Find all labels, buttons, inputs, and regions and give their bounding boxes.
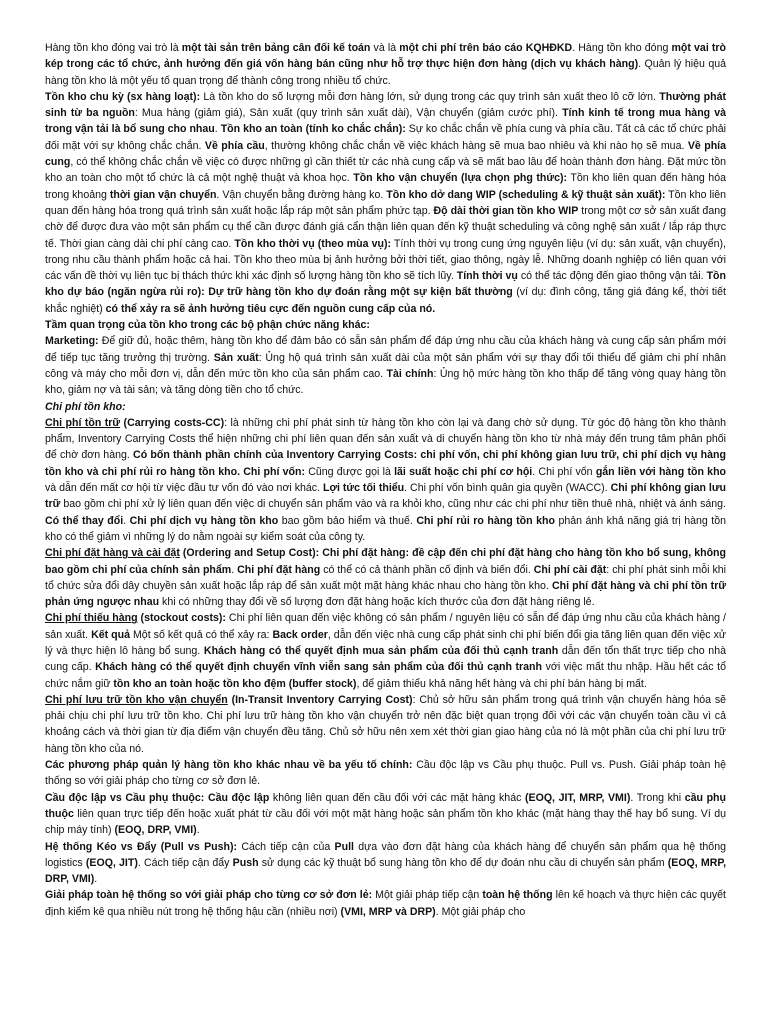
text-run: , có thể không chắc chắn về việc có được những gì cần thiết từ các nhà cung cấp và sẽ mất bao lâu để hoàn thành đơn hàng. Đặt mức tồn kho an toàn cho một tổ chức là cả một nghệ thuật và khoa học.: [45, 156, 726, 185]
text-run: (EOQ, MRP, DRP, VMI): [45, 856, 727, 886]
text-run: Chi phí cài đặt: [533, 563, 607, 576]
text-run: Độ dài thời gian tồn kho WIP: [433, 204, 579, 217]
text-run: . Quản lý hiệu quả hàng tồn kho là một yếu tố quan trọng để thành công trong nhiều tổ chức.: [45, 58, 726, 87]
text-run: , dẫn đến việc nhà cung cấp phát sinh chi phí biến đổi gia tăng liên quan đến việc xử lý và thực hiện lô hàng bổ sung.: [45, 628, 726, 657]
text-run: sử dụng các kỹ thuật bổ sung hàng tồn kho để dự đoán nhu cầu di chuyển sản phẩm: [258, 856, 668, 869]
text-run: với việc mất thu nhập. Hầu hết các tổ chức nắm giữ: [45, 661, 726, 690]
text-run: .: [214, 123, 221, 136]
text-run: : là những chi phí phát sinh từ hàng tồn kho còn lại và đang chờ sử dụng. Từ góc độ hàng tồn kho thành phẩm, Inventory Carrying Costs thể hiện những chi phí liên quan đến sản xuất và di chuyển hàng tồn kho từ nhà máy đến trung tâm phân phối để chờ đơn hàng.: [45, 416, 727, 462]
text-run: phản ánh khả năng giá trị hàng tồn kho có thể giảm vì những lý do nằm ngoài sự kiểm soát của công ty.: [45, 514, 727, 543]
text-run: Tầm quan trọng của tồn kho trong các bộ phận chức năng khác:: [45, 319, 370, 332]
text-run: Về phía cầu: [204, 139, 265, 152]
costs-heading: [45, 399, 726, 415]
text-run: Sản xuất: [213, 351, 259, 364]
text-run: Khách hàng có thể quyết định chuyển vĩnh viễn sang sản phẩm của đối thủ cạnh tranh: [95, 661, 543, 674]
text-run: Kết quả: [91, 628, 130, 641]
text-run: cầu phụ thuộc: [45, 791, 727, 820]
text-run: Cách tiếp cận của: [237, 840, 335, 853]
text-run: (EOQ, JIT): [85, 856, 138, 869]
text-run: có thể tác động đến giao thông vận tải.: [517, 270, 707, 283]
text-run: . Một giải pháp cho: [435, 905, 526, 918]
text-run: : Ủng hộ mức hàng tồn kho thấp để tăng vòng quay hàng tồn kho, giảm nợ và tài sản; và tăng dòng tiền cho tổ chức.: [45, 367, 727, 397]
functions-paragraph: [45, 333, 726, 398]
text-run: Để giữ đủ, hoặc thêm, hàng tồn kho để đảm bảo có sẵn sản phẩm để đáp ứng nhu cầu của khách hàng và cung cấp sản phẩm mới để tiếp tục tăng trưởng thị trường.: [45, 335, 726, 364]
text-run: gắn liền với hàng tồn kho: [595, 465, 727, 478]
text-run: Back order: [272, 628, 328, 641]
text-run: (stockout costs):: [137, 612, 226, 625]
text-run: : chi phí phát sinh mỗi khi tổ chức sửa đổi dây chuyền sản xuất hoặc lắp ráp để sản xuất một mặt hàng khác nhau cho hàng tồn kho.: [45, 563, 726, 592]
text-run: Chi phí lưu trữ tồn kho vận chuyển: [45, 693, 228, 706]
text-run: Tính thời vụ trong cung ứng nguyên liệu (ví dụ: sản xuất, vận chuyển), trong nhu cầu thành phẩm hoặc cả hai. Tồn kho theo mùa bị ảnh hưởng bởi thời tiết, giao thông, ngày lễ. Những doanh nghiệp có liên quan với các vấn đề thời vụ liên tục bị thách thức khi xác định số lượng hàng tồn kho sẽ tích lũy.: [45, 237, 726, 283]
text-run: tồn kho an toàn hoặc tồn kho đệm (buffer stock): [113, 677, 357, 690]
text-run: (EOQ, JIT, MRP, VMI): [524, 791, 631, 804]
text-run: có thể có cả thành phần cố định và biến đổi.: [320, 563, 534, 576]
text-run: , để giảm thiểu khả năng hết hàng và chi phí bán hàng bị mất.: [356, 677, 647, 690]
text-run: lên kế hoạch và thực hiện các quyết định kiểm kê qua nhiều nút trong hệ thống hậu cần (nhiều nơi): [45, 889, 727, 918]
text-run: Chi phí tồn kho:: [45, 400, 126, 413]
text-run: một tài sản trên bảng cân đối kế toán: [181, 42, 371, 54]
text-run: Tồn kho thời vụ (theo mùa vụ):: [234, 237, 392, 250]
text-run: Hệ thống Kéo vs Đẩy (Pull vs Push):: [45, 840, 238, 853]
text-run: Tồn kho dự báo (ngăn ngừa rủi ro): Dự trữ hàng tồn kho dự đoán rằng một sự kiện bất thường: [45, 270, 726, 299]
text-run: Tồn kho an toàn (tính ko chắc chắn):: [220, 123, 406, 136]
text-run: . Chi phí vốn bình quân gia quyền (WACC).: [404, 482, 611, 495]
text-run: Giải pháp toàn hệ thống so với giải pháp cho từng cơ sở đơn lẻ:: [45, 889, 373, 902]
text-run: Chi phí rủi ro hàng tồn kho: [416, 514, 555, 527]
text-run: và là: [370, 42, 400, 54]
text-run: Chi phí đặt hàng và chi phí tồn trữ phản ứng ngược nhau: [45, 579, 726, 609]
text-run: Tính thời vụ: [456, 270, 518, 283]
text-run: thời gian vận chuyển: [109, 188, 217, 201]
ordering-costs-paragraph: [45, 545, 726, 610]
text-run: Push: [232, 856, 259, 869]
text-run: . Chi phí vốn: [532, 465, 596, 478]
pull-push-paragraph: [45, 839, 726, 888]
text-run: Pull: [334, 840, 354, 853]
text-run: .: [231, 563, 238, 576]
text-run: Chi phí liên quan đến việc không có sản phẩm / nguyên liệu có sẵn để đáp ứng nhu cầu của khách hàng / sản xuất.: [45, 612, 727, 641]
text-run: Chi phí không gian lưu trữ: [45, 482, 726, 511]
text-run: Chi phí thiếu hàng: [45, 612, 138, 625]
text-run: Chi phí dịch vụ hàng tồn kho: [129, 514, 279, 527]
text-run: Marketing:: [45, 335, 99, 348]
text-run: Tính kinh tế trong mua hàng và trong vận tải là bổ sung cho nhau: [45, 107, 726, 136]
text-run: Tồn kho chu kỳ (sx hàng loạt):: [45, 90, 201, 103]
text-run: , thường không chắc chắn về việc khách hàng sẽ mua bao nhiêu và khi nào họ sẽ mua.: [264, 139, 688, 152]
text-run: khi có những thay đổi về số lượng đơn đặt hàng hoặc kích thước của đơn đặt hàng riêng lẻ.: [159, 596, 595, 609]
text-run: Cầu độc lập: [207, 791, 270, 804]
text-run: Tồn kho liên quan đến hàng hóa trong khoảng: [45, 172, 726, 201]
text-run: Cầu độc lập vs Cầu phụ thuộc. Pull vs. Push. Giải pháp toàn hệ thống so với giải pháp cho từng cơ sở đơn lẻ.: [45, 759, 726, 788]
text-run: Chi phí đặt hàng: [237, 563, 321, 576]
text-run: Một giải pháp tiếp cận: [372, 889, 483, 902]
text-run: . Trong khi: [630, 791, 685, 804]
text-run: Về phía cung: [45, 139, 727, 169]
text-run: .: [123, 514, 130, 527]
text-run: có thể xảy ra sẽ ảnh hưởng tiêu cực đến nguồn cung cấp của nó.: [105, 302, 436, 315]
text-run: .: [94, 873, 98, 886]
text-run: : Chủ sở hữu sản phẩm trong quá trình vận chuyển hàng hóa sẽ phải chịu chi phí lưu trữ tồn kho. Chi phí lưu trữ hàng tồn kho vận chuyển trở nên đặc biệt quan trọng đối với các vận chuyển toàn cầu vì cả khoảng cách và thời gian từ địa điểm vận chuyển đều tăng. Chủ sở hữu nên xem xét thời gian giao hàng của nó là một phần của chi phí lưu trữ hàng tồn kho của nó.: [45, 693, 727, 755]
text-run: Tồn kho dở dang WIP (scheduling & kỹ thuật sản xuất):: [386, 188, 666, 201]
text-run: Tài chính: [386, 367, 434, 380]
text-run: dựa vào đơn đặt hàng của khách hàng để chuyển sản phẩm qua hệ thống logistics: [45, 840, 726, 869]
text-run: trong một cơ sở sản xuất đang chờ để được đưa vào một sản phẩm cụ thể cần được đánh giá cẩn thận liên quan đến kỹ thuật scheduling và công nghệ sản xuất / lắp ráp thực tế. Thời gian càng dài chi phí càng cao.: [45, 204, 726, 250]
text-run: bao gồm bảo hiểm và thuế.: [278, 514, 417, 527]
text-run: : Ủng hộ quá trình sản xuất dài của một sản phẩm với sự thay đổi tối thiểu để giảm chi phí nhân công và máy cho mỗi đơn vị, dẫn đến mức tồn kho của sản phẩm cao.: [45, 351, 727, 380]
text-run: . Hàng tồn kho đóng: [572, 42, 672, 54]
text-run: . Vận chuyển bằng đường hàng ko.: [216, 188, 387, 201]
text-run: không liên quan đến cầu đối với các mặt hàng khác: [269, 791, 525, 804]
text-run: toàn hệ thống: [482, 889, 553, 902]
carrying-costs-paragraph: [45, 415, 726, 545]
independent-demand-paragraph: [45, 790, 726, 839]
system-wide-paragraph: [45, 887, 726, 920]
text-run: Các phương pháp quản lý hàng tồn kho khác nhau về ba yếu tố chính:: [45, 759, 413, 772]
text-run: Là tồn kho do số lượng mỗi đơn hàng lớn, sử dụng trong các quy trình sản xuất theo lô cỡ lớn.: [200, 90, 660, 103]
in-transit-costs-paragraph: [45, 692, 726, 757]
text-run: một chi phí trên báo cáo KQHĐKD: [399, 42, 573, 54]
text-run: (EOQ, DRP, VMI): [114, 824, 197, 837]
text-run: liên quan trực tiếp đến hoặc xuất phát từ cầu đối với một mặt hàng hoặc sản phẩm tồn kho khác (mặt hàng thay thế hay bổ sung. Ví dụ chip máy tính): [45, 807, 726, 837]
text-run: (ví dụ: đình công, tăng giá đáng kể, thời tiết khắc nghiệt): [45, 286, 726, 315]
text-run: Cũng được gọi là: [305, 465, 395, 478]
inventory-types-paragraph: [45, 89, 726, 317]
text-run: và dẫn đến mất cơ hội từ việc đầu tư vốn đó vào nơi khác.: [45, 482, 323, 495]
text-run: . Cách tiếp cận đẩy: [137, 856, 233, 869]
text-run: Khách hàng có thể quyết định mua sản phẩm của đối thủ cạnh tranh: [203, 644, 559, 657]
text-run: dẫn đến tổn thất trực tiếp cho nhà cung cấp.: [45, 644, 726, 674]
text-run: Chi phí đặt hàng và cài đặt: [45, 547, 180, 560]
text-run: lãi suất hoặc chi phí cơ hội: [394, 465, 533, 478]
stockout-costs-paragraph: [45, 610, 726, 691]
text-run: (In-Transit Inventory Carrying Cost): [227, 693, 413, 706]
text-run: Chi phí tồn trữ: [45, 416, 121, 429]
text-run: Có thể thay đổi: [45, 514, 124, 527]
text-run: Thường phát sinh từ ba nguồn: [45, 90, 727, 120]
text-run: bao gồm chi phí xử lý liên quan đến việc di chuyển sản phẩm vào và ra khỏi kho, cũng như các chi phí như tiền thuê nhà, nhiệt và ánh sáng.: [60, 498, 726, 511]
intro-paragraph: [45, 40, 726, 89]
text-run: (Carrying costs-CC): [120, 416, 225, 429]
text-run: (Ordering and Setup Cost): Chi phí đặt hàng:: [179, 547, 410, 560]
text-run: Lợi tức tối thiểu: [322, 482, 405, 495]
text-run: Sự ko chắc chắn về phía cung và phía cầu. Tất cả các tổ chức phải đối mặt với sự không chắc chắn.: [45, 123, 726, 152]
text-run: Tồn kho vận chuyển (lựa chọn phg thức):: [353, 172, 568, 185]
text-run: một vai trò kép trong các tổ chức, ảnh hưởng đến giá vốn hàng bán cũng như hỗ trợ thực hiện đơn hàng (dịch vụ khách hàng): [45, 42, 727, 71]
approaches-heading: [45, 757, 726, 790]
text-run: .: [196, 824, 200, 837]
text-run: Hàng tồn kho đóng vai trò là: [45, 42, 182, 54]
text-run: (VMI, MRP và DRP): [340, 905, 436, 918]
text-run: Có bốn thành phần chính của Inventory Carrying Costs: chi phí vốn, chi phí không gian lưu trữ, chi phí dịch vụ hàng tồn kho và chi phí rủi ro hàng tồn kho. Chi phí vốn:: [45, 449, 726, 478]
text-run: đề cập đến chi phí đặt hàng cho hàng tồn kho bổ sung, không bao gồm chi phí của chính sản phẩm: [45, 547, 726, 576]
document-page: [45, 40, 726, 920]
text-run: : Mua hàng (giảm giá), Sản xuất (quy trình sản xuất dài), Vận chuyển (giảm cước phí).: [134, 107, 563, 120]
text-run: Một số kết quả có thể xảy ra:: [129, 628, 273, 641]
importance-heading: [45, 317, 726, 333]
text-run: Tồn kho liên quan đến hàng hóa trong quá trình sản xuất hoặc lắp ráp một sản phẩm phức tạp.: [45, 188, 726, 217]
text-run: Cầu độc lập vs Cầu phụ thuộc:: [45, 791, 205, 804]
